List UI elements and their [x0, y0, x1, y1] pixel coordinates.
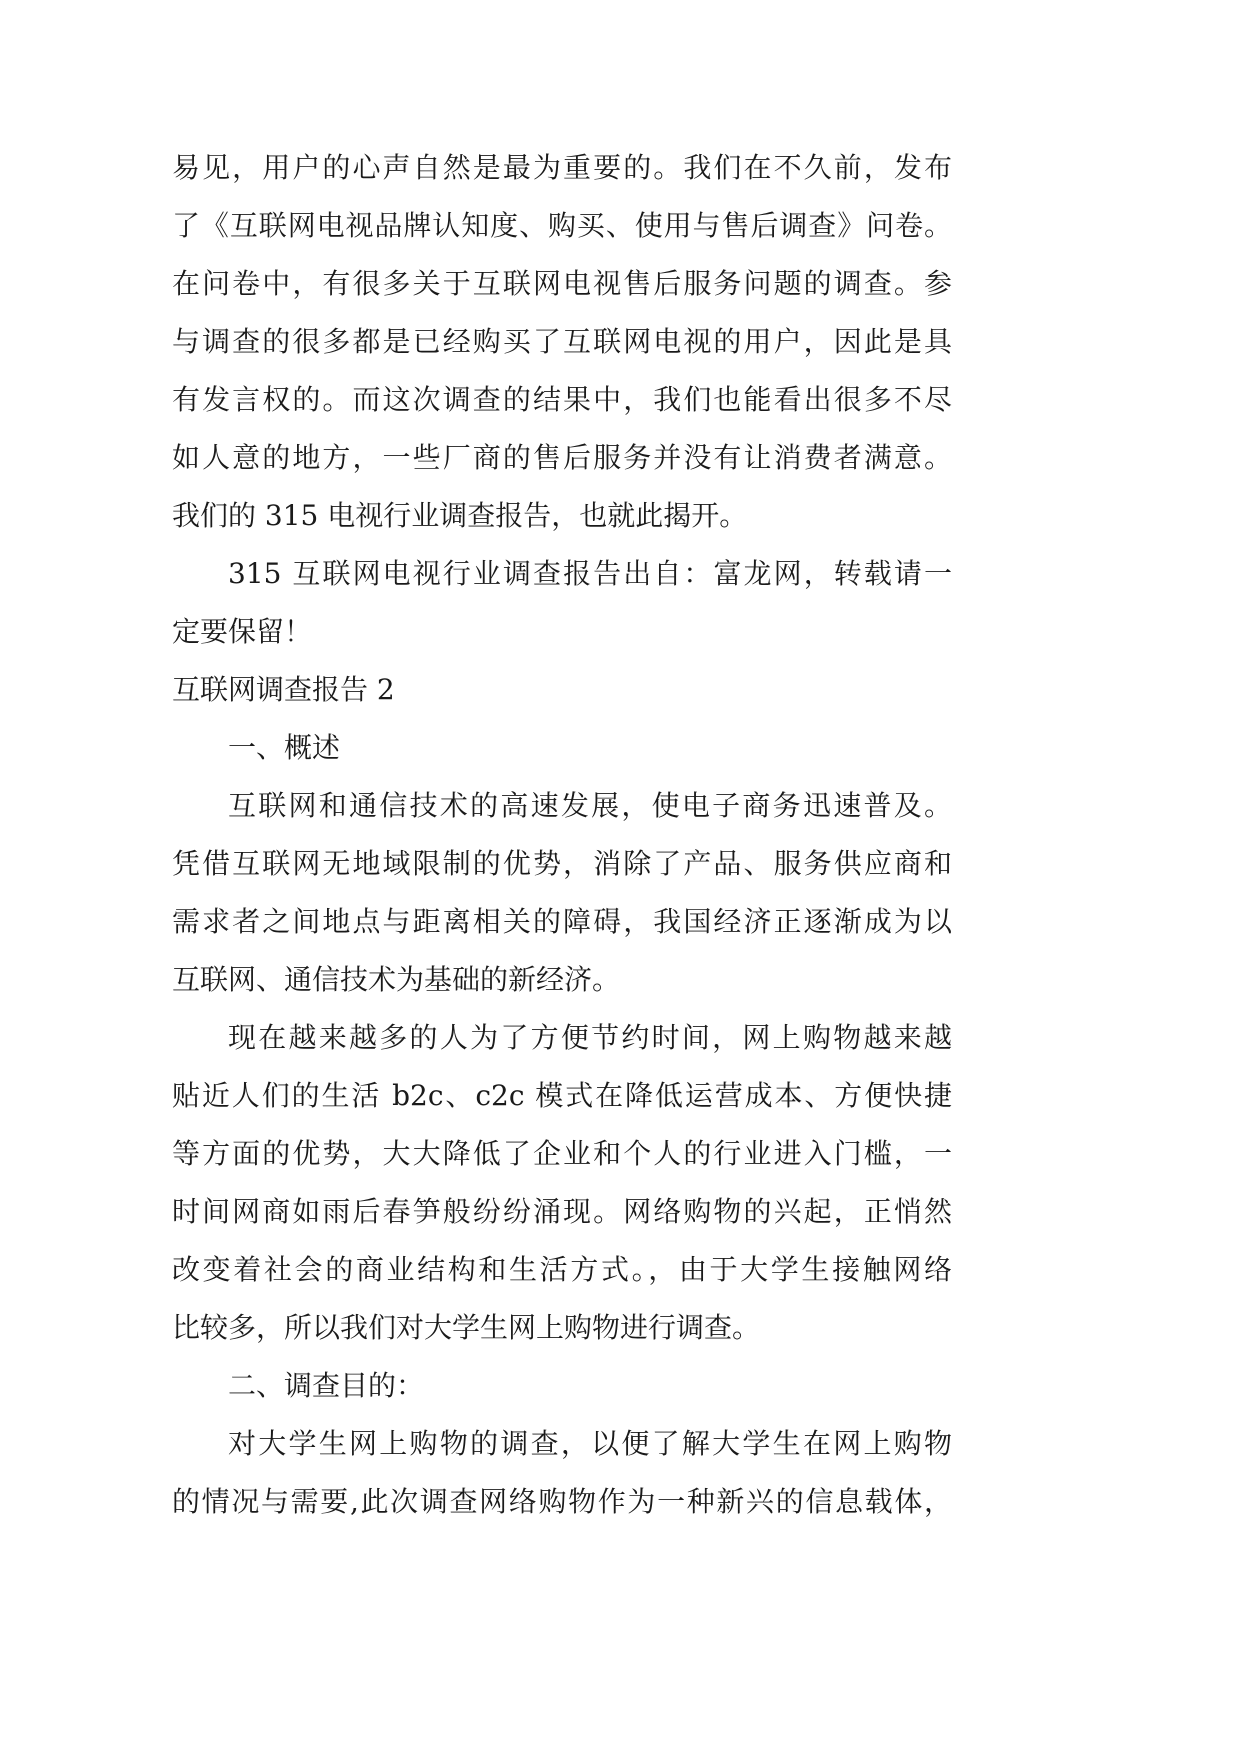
- text-line-4: 与调查的很多都是已经购买了互联网电视的用户，因此是具: [172, 325, 952, 358]
- text-line-15: 互联网、通信技术为基础的新经济。: [172, 963, 621, 996]
- text-line-3: 在问卷中，有很多关于互联网电视售后服务问题的调查。参: [172, 267, 952, 300]
- text-line-8: 315 互联网电视行业调查报告出自：富龙网，转载请一: [228, 557, 952, 590]
- text-line-21: 比较多，所以我们对大学生网上购物进行调查。: [172, 1311, 761, 1344]
- section-title: 互联网调查报告 2: [172, 673, 395, 706]
- text-line-20: 改变着社会的商业结构和生活方式。，由于大学生接触网络: [172, 1253, 952, 1286]
- text-line-23: 对大学生网上购物的调查，以便了解大学生在网上购物: [228, 1427, 952, 1460]
- text-line-12: 互联网和通信技术的高速发展，使电子商务迅速普及。: [228, 789, 952, 822]
- text-line-14: 需求者之间地点与距离相关的障碍，我国经济正逐渐成为以: [172, 905, 952, 938]
- text-line-1: 易见，用户的心声自然是最为重要的。我们在不久前，发布: [172, 151, 952, 184]
- text-line-18: 等方面的优势，大大降低了企业和个人的行业进入门槛，一: [172, 1137, 952, 1170]
- heading-overview: 一、概述: [228, 731, 341, 764]
- text-line-24: 的情况与需要,此次调查网络购物作为一种新兴的信息载体，: [172, 1485, 952, 1518]
- text-line-6: 如人意的地方，一些厂商的售后服务并没有让消费者满意。: [172, 441, 952, 474]
- heading-purpose: 二、调查目的：: [228, 1369, 425, 1402]
- text-line-17: 贴近人们的生活 b2c、c2c 模式在降低运营成本、方便快捷: [172, 1079, 952, 1112]
- text-line-7: 我们的 315 电视行业调查报告，也就此揭开。: [172, 499, 748, 532]
- text-line-2: 了《互联网电视品牌认知度、购买、使用与售后调查》问卷。: [172, 209, 952, 242]
- text-line-19: 时间网商如雨后春笋般纷纷涌现。网络购物的兴起，正悄然: [172, 1195, 952, 1228]
- text-line-9: 定要保留！: [172, 615, 313, 648]
- text-line-16: 现在越来越多的人为了方便节约时间，网上购物越来越: [228, 1021, 952, 1054]
- text-line-13: 凭借互联网无地域限制的优势，消除了产品、服务供应商和: [172, 847, 952, 880]
- text-line-5: 有发言权的。而这次调查的结果中，我们也能看出很多不尽: [172, 383, 952, 416]
